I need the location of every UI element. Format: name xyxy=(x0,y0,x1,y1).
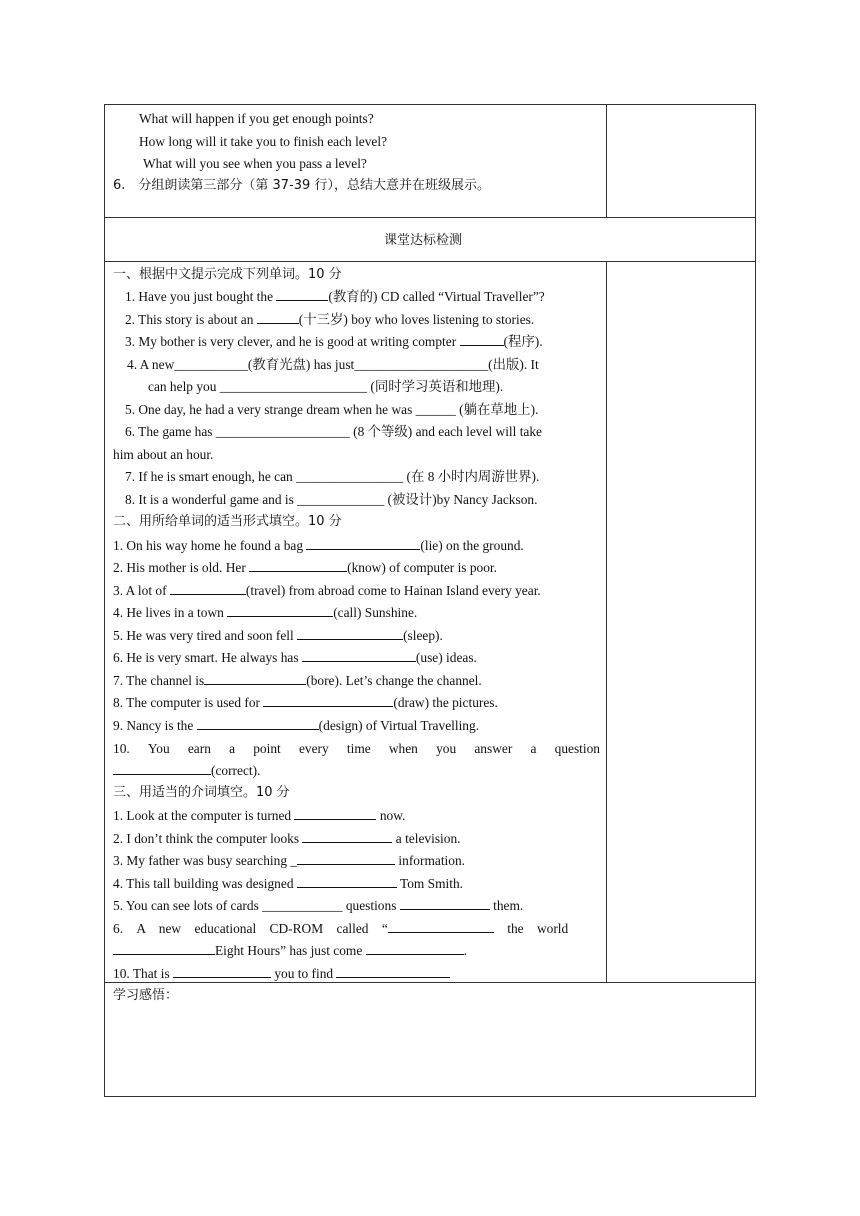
part3-item-6-line1: 6. A new educational CD-ROM called “ the world xyxy=(113,921,569,936)
part1-item-4-line1: 4. A new___________(教育光盘) has just____________________(出版). It xyxy=(127,357,539,372)
part3-heading: 三、用适当的介词填空。10 分 xyxy=(113,785,290,800)
blank xyxy=(388,919,494,933)
question-pass-level: What will you see when you pass a level? xyxy=(143,156,367,171)
part1-item-1: 1. Have you just bought the (教育的) CD called “Virtual Traveller”? xyxy=(125,289,545,304)
blank xyxy=(276,287,328,301)
part1-item-8: 8. It is a wonderful game and is _____________ (被设计)by Nancy Jackson. xyxy=(125,492,538,507)
task-item-6: 6. 分组朗读第三部分（第 37-39 行），总结大意并在班级展示。 xyxy=(113,178,490,193)
part2-item-9: 9. Nancy is the (design) of Virtual Travelling. xyxy=(113,718,480,733)
question-level-time: How long will it take you to finish each level? xyxy=(139,134,388,149)
blank xyxy=(297,626,403,640)
blank xyxy=(113,941,215,955)
part1-item-6-line1: 6. The game has ____________________ (8 个等级) and each level will take xyxy=(125,424,542,439)
part2-heading: 二、用所给单词的适当形式填空。10 分 xyxy=(113,514,342,529)
question-points: What will happen if you get enough points? xyxy=(139,111,374,126)
blank xyxy=(263,693,393,707)
part3-item-5: 5. You can see lots of cards ____________ questions them. xyxy=(113,898,524,913)
blank xyxy=(173,964,271,978)
part1-item-3: 3. My bother is very clever, and he is good at writing compter (程序). xyxy=(125,334,543,349)
blank xyxy=(297,851,395,865)
row-divider-1 xyxy=(104,217,756,218)
table-border-bottom xyxy=(104,1096,756,1097)
blank xyxy=(204,671,306,685)
blank xyxy=(460,332,504,346)
part2-item-10-line2: (correct). xyxy=(113,761,260,781)
part3-item-3: 3. My father was busy searching _ information. xyxy=(113,853,465,868)
part3-item-10: 10. That is you to find xyxy=(113,964,450,984)
part1-heading: 一、根据中文提示完成下列单词。10 分 xyxy=(113,267,342,282)
blank xyxy=(306,536,420,550)
part2-item-7: 7. The channel is (bore). Let’s change the channel. xyxy=(113,673,482,688)
part2-item-6: 6. He is very smart. He always has (use) ideas. xyxy=(113,650,477,665)
blank xyxy=(227,603,333,617)
blank xyxy=(170,581,246,595)
part1-item-4-line2: can help you ______________________ (同时学习英语和地理). xyxy=(148,379,504,394)
column-divider-top xyxy=(606,104,607,217)
blank xyxy=(302,648,416,662)
row-divider-2 xyxy=(104,261,756,262)
part2-item-2: 2. His mother is old. Her (know) of computer is poor. xyxy=(113,560,497,575)
part2-item-10-line1: 10. You earn a point every time when you answer a question xyxy=(113,741,600,756)
part2-item-4: 4. He lives in a town (call) Sunshine. xyxy=(113,605,418,620)
blank xyxy=(249,558,347,572)
part3-item-1: 1. Look at the computer is turned now. xyxy=(113,808,406,823)
blank xyxy=(400,896,490,910)
part2-item-3: 3. A lot of (travel) from abroad come to Hainan Island every year. xyxy=(113,583,541,598)
blank xyxy=(257,310,299,324)
blank xyxy=(113,761,211,775)
part3-item-4: 4. This tall building was designed Tom Smith. xyxy=(113,876,464,891)
reflection-label: 学习感悟： xyxy=(113,988,179,1003)
part1-item-2: 2. This story is about an (十三岁) boy who loves listening to stories. xyxy=(125,312,535,327)
part1-item-7: 7. If he is smart enough, he can ________________ (在 8 小时内周游世界). xyxy=(125,469,540,484)
blank xyxy=(366,941,464,955)
blank xyxy=(294,806,376,820)
part1-item-5: 5. One day, he had a very strange dream when he was ______ (躺在草地上). xyxy=(125,402,539,417)
blank xyxy=(297,874,397,888)
part2-item-8: 8. The computer is used for (draw) the pictures. xyxy=(113,695,498,710)
table-border-left xyxy=(104,104,105,1097)
column-divider-main xyxy=(606,261,607,982)
part2-item-5: 5. He was very tired and soon fell (sleep). xyxy=(113,628,443,643)
part1-item-6-line2: him about an hour. xyxy=(113,447,214,462)
blank xyxy=(197,716,319,730)
table-border-top xyxy=(104,104,756,105)
table-border-right xyxy=(755,104,756,1097)
part3-item-6-line2: Eight Hours” has just come . xyxy=(113,941,467,961)
reflection-writing-area[interactable] xyxy=(106,1006,754,1094)
blank xyxy=(336,964,450,978)
section-title: 课堂达标检测 xyxy=(384,233,463,248)
blank xyxy=(302,829,392,843)
part3-item-2: 2. I don’t think the computer looks a television. xyxy=(113,831,461,846)
part2-item-1: 1. On his way home he found a bag (lie) on the ground. xyxy=(113,538,524,553)
